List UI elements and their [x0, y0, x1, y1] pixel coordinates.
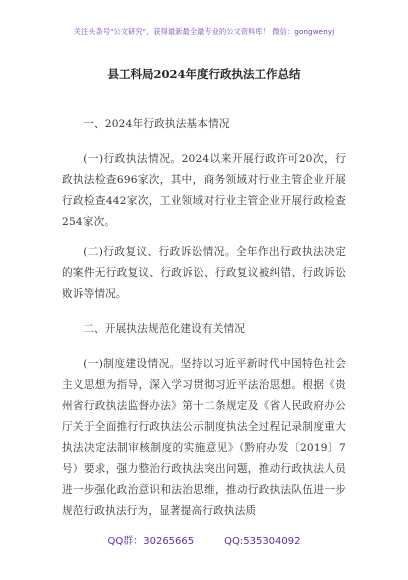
document-title: 县工科局2024年度行政执法工作总结: [107, 67, 301, 81]
footer-contact: [0, 532, 408, 547]
paragraph-system-building: (一)制度建设情况。坚持以习近平新时代中国特色社会主义思想为指导，深入学习贯彻习近平法治思想。根据《贵州省行政执法监督办法》第十二条规定及《省人民政府办公厅关于全面推行行政执法公示制度执法全过程记录制度重大执法决定法制审核制度的实施意见》（黔府办发〔2019〕7号）要求，强力整治行政执法突出问题，推动行政执法人员进一步强化政治意识和法治思维，推动行政执法队伍进一步规范行政执法行为，显著提高行政执法质: [62, 358, 346, 517]
document-body: [62, 114, 346, 522]
paragraph-review-litigation: (二)行政复议、行政诉讼情况。全年作出行政执法决定的案件无行政复议、行政诉讼、行政复议被纠错、行政诉讼败诉等情况。: [62, 246, 346, 300]
footer-qq-number: QQ:535304092: [224, 536, 301, 547]
footer-qq-group: QQ群：30265665: [107, 536, 195, 547]
section-heading-2: 二、开展执法规范化建设有关情况: [83, 323, 246, 335]
promo-banner: 关注头条号"公文研究"，获得最新最全最专业的公文资料库！ 微信：gongwenyj: [73, 27, 335, 36]
paragraph-enforcement: (一)行政执法情况。2024以来开展行政许可20次，行政执法检查696家次，其中，商务领域对行业主管企业开展行政检查442家次，工业领域对行业主管企业开展行政检查254家次。: [62, 153, 346, 228]
section-heading-1: 一、2024年行政执法基本情况: [83, 118, 230, 130]
